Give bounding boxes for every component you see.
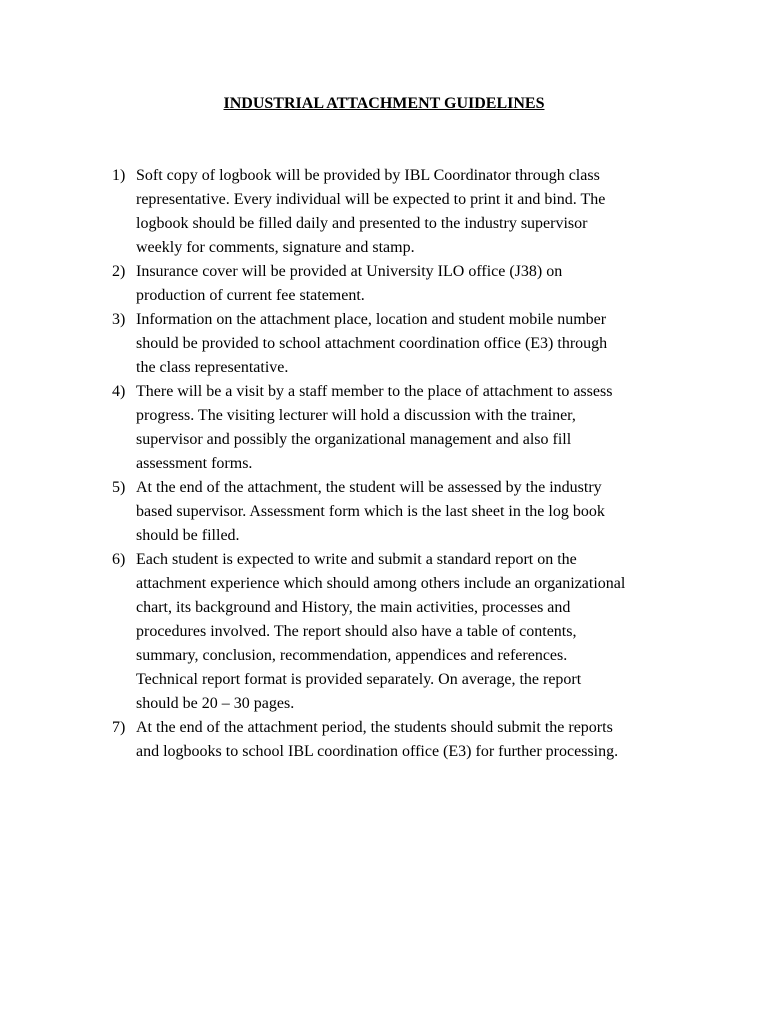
item-text bbox=[136, 260, 692, 308]
item-number: 7) bbox=[112, 719, 126, 736]
text-line: should be filled. bbox=[136, 527, 240, 544]
text-line: should be 20 – 30 pages. bbox=[136, 695, 295, 712]
list-item bbox=[112, 716, 692, 764]
text-line: weekly for comments, signature and stamp. bbox=[136, 239, 415, 256]
text-line: progress. The visiting lecturer will hold a discussion with the trainer, bbox=[136, 407, 576, 424]
item-text bbox=[136, 476, 692, 548]
item-text bbox=[136, 380, 692, 476]
text-line: Information on the attachment place, location and student mobile number bbox=[136, 311, 607, 328]
list-item bbox=[112, 164, 692, 260]
text-line: summary, conclusion, recommendation, appendices and references. bbox=[136, 647, 568, 664]
document-title: INDUSTRIAL ATTACHMENT GUIDELINES bbox=[223, 95, 545, 112]
list-item bbox=[112, 380, 692, 476]
text-line: At the end of the attachment period, the students should submit the reports bbox=[136, 719, 613, 736]
text-line: the class representative. bbox=[136, 359, 289, 376]
text-line: Insurance cover will be provided at University ILO office (J38) on bbox=[136, 263, 563, 280]
item-number: 6) bbox=[112, 551, 126, 568]
text-line: and logbooks to school IBL coordination office (E3) for further processing. bbox=[136, 743, 619, 760]
text-line: Soft copy of logbook will be provided by IBL Coordinator through class bbox=[136, 167, 600, 184]
text-line: based supervisor. Assessment form which is the last sheet in the log book bbox=[136, 503, 605, 520]
list-item bbox=[112, 548, 692, 716]
text-line: Each student is expected to write and submit a standard report on the bbox=[136, 551, 577, 568]
text-line: At the end of the attachment, the student will be assessed by the industry bbox=[136, 479, 602, 496]
item-number: 3) bbox=[112, 311, 126, 328]
text-line: procedures involved. The report should also have a table of contents, bbox=[136, 623, 577, 640]
list-item bbox=[112, 476, 692, 548]
text-line: should be provided to school attachment coordination office (E3) through bbox=[136, 335, 608, 352]
text-line: assessment forms. bbox=[136, 455, 253, 472]
item-text bbox=[136, 308, 692, 380]
text-line: logbook should be filled daily and presented to the industry supervisor bbox=[136, 215, 588, 232]
text-line: representative. Every individual will be expected to print it and bind. The bbox=[136, 191, 606, 208]
text-line: There will be a visit by a staff member to the place of attachment to assess bbox=[136, 383, 613, 400]
list-item bbox=[112, 308, 692, 380]
text-line: production of current fee statement. bbox=[136, 287, 365, 304]
item-number: 1) bbox=[112, 167, 126, 184]
text-line: chart, its background and History, the main activities, processes and bbox=[136, 599, 571, 616]
item-number: 4) bbox=[112, 383, 126, 400]
guidelines-list bbox=[112, 164, 692, 764]
item-number: 5) bbox=[112, 479, 126, 496]
item-text bbox=[136, 548, 692, 716]
text-line: Technical report format is provided separately. On average, the report bbox=[136, 671, 582, 688]
text-line: supervisor and possibly the organizational management and also fill bbox=[136, 431, 572, 448]
item-text bbox=[136, 716, 692, 764]
text-line: attachment experience which should among others include an organizational bbox=[136, 575, 626, 592]
item-text bbox=[136, 164, 692, 260]
item-number: 2) bbox=[112, 263, 126, 280]
list-item bbox=[112, 260, 692, 308]
